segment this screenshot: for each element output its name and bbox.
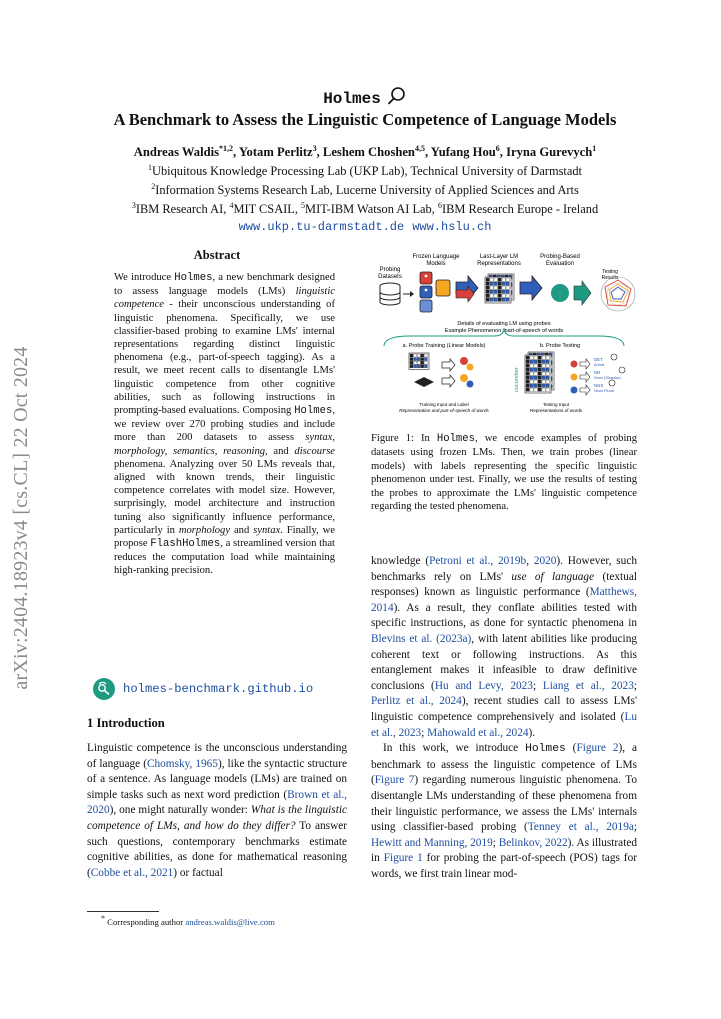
label-evaluation: Evaluation <box>545 261 575 267</box>
repo-url[interactable]: holmes-benchmark.github.io <box>123 682 314 696</box>
tag-nns: NNS <box>594 383 604 388</box>
paragraph: In this work, we introduce Holmes (Figure 2), a benchmark to assess the linguistic competence of LMs (Figure 7) regarding numerous linguistic phenomena. To disentangle LMs understanding of these phenomena from their linguistic performance, we assess the LMs' internals using classifier-based probing (Tenney et al., 2019a; Hewitt and Manning, 2019; Belinkov, 2022). As illustrated in Figure 1 for probing the part-of-speech (POS) tags for words, we first train linear mod- <box>371 742 637 880</box>
tag-det: DET <box>594 357 603 362</box>
affiliation-1: $^1$Ubiquitous Knowledge Processing Lab (UKP Lab), Technical University of Darmstadt <box>148 163 582 179</box>
intro-body: Linguistic competence is the unconscious understanding of language (Chomsky, 1965), like the syntactic structure of a sentence. As language models (LMs) are trained on simple tasks such as next word prediction (Brown et al., 2020), one might naturally wonder: What is the linguistic competence of LMs, and how do they differ? To answer such questions, contemporary benchmarks estimate cognitive abilities, as done for mathematical reasoning (Cobbe et al., 2021) or factual <box>87 742 347 879</box>
cucumber-label: cucumber <box>514 367 520 392</box>
details-subtitle: Example Phenomenon: part-of-speech of words <box>444 328 564 334</box>
label-last-layer: Last-Layer LM <box>479 254 519 260</box>
affiliation-urls <box>60 219 670 235</box>
training-input-caption: Representation and part-of-speech of words <box>399 408 489 413</box>
arrow-right-icon <box>580 359 590 369</box>
testing-input-caption: Representations of words <box>529 408 583 413</box>
label-frozen: Frozen Language <box>412 254 460 260</box>
tag-nn: NN <box>594 370 601 375</box>
figure-ref-link[interactable]: Figure 7 <box>374 774 415 787</box>
probe-training-heading: a. Probe Training (Linear Models) <box>402 343 486 349</box>
arxiv-identifier: arXiv:2404.18923v4 [cs.CL] 22 Oct 2024 <box>10 346 32 690</box>
abstract-heading: Abstract <box>193 248 241 262</box>
author: Andreas Waldis <box>133 145 219 160</box>
arrow-right-icon <box>442 375 455 387</box>
language-model-icons <box>420 272 450 312</box>
affiliation-2: $^2$Information Systems Research Lab, Lucerne University of Applied Sciences and Arts <box>151 182 579 198</box>
radar-chart-icon <box>601 277 635 311</box>
probe-testing-heading: b. Probe Testing <box>539 343 581 349</box>
author-list: Andreas Waldis$^{*1,2}$, Yotam Perlitz$^3$, Leshem Choshen$^{4,5}$, Yufang Hou$^6$, Iryna Gurevych$^1$ <box>133 144 597 160</box>
abstract-body: We introduce Holmes, a new benchmark designed to assess language models (LMs) linguistic competence - their unconscious understanding of linguistic phenomena. Specifically, we use classifier-based probing to examine LMs' internal representations regarding distinct linguistic phenomena (e.g., part-of-speech tagging). As a result, we meet recent calls to disentangle LMs' linguistic competence from other cognitive abilities, such as following instructions in prompting-based evaluations. Composing Holmes, we review over 270 probing studies and include more than 200 datasets to assess syntax, morphology, semantics, reasoning, and discourse phenomena. Analyzing over 50 LMs reveals that, aligned with known trends, their linguistic competence correlates with model size. However, surprisingly, model architecture and instruction tuning also significantly influence performance, particularly in morphology and syntax. Finally, we propose FlashHolmes, a streamlined version that reduces the computation load while maintaining high-ranking precision. <box>114 272 336 577</box>
figure-ref-link[interactable]: Figure 2 <box>576 742 619 755</box>
tag-nns-desc: Noun Plural <box>594 389 614 393</box>
citation-link[interactable]: Chomsky, 1965 <box>146 757 218 770</box>
holmes-logo-icon <box>551 284 569 302</box>
citation-link[interactable]: Liang et al., 2023 <box>542 679 634 692</box>
citation-link[interactable]: Tenney et al., 2019a <box>527 821 634 834</box>
email-link[interactable]: andreas.waldis@live.com <box>185 916 275 927</box>
abstract-section <box>87 248 347 578</box>
arrow-right-icon <box>574 281 591 305</box>
citation-link[interactable]: Perlitz et al., 2024 <box>371 695 462 708</box>
details-title: Details of evaluating LM using probes <box>457 321 551 327</box>
arrow-right-icon <box>442 359 455 371</box>
footnote: * Corresponding author andreas.waldis@live.com <box>101 914 275 927</box>
label-datasets: Datasets <box>378 274 402 280</box>
tag-det-desc: Article <box>594 363 605 367</box>
paragraph: knowledge (Petroni et al., 2019b, 2020). However, such benchmarks rely on LMs' use of language (textual responses) known as linguistic performance (Matthews, 2014). As a result, they conflate abilities tested with specific instructions, as done for syntactic phenomena in Blevins et al. (2023a), with latent abilities like producing coherent text or following instructions. As this entanglement makes it infeasible to draw definitive conclusions (Hu and Levy, 2023; Liang et al., 2023; Perlitz et al., 2024), recent studies call to assess LMs' linguistic competence comprehensively and isolated (Lu et al., 2023; Mahowald et al., 2024). <box>371 555 637 739</box>
author: Yotam Perlitz <box>238 145 313 160</box>
holmes-title: Holmes <box>323 90 381 108</box>
label-probing: Probing <box>379 267 401 273</box>
arrow-right-icon <box>580 385 590 395</box>
citation-link[interactable]: Cobbe et al., 2021 <box>90 866 174 879</box>
repo-link[interactable] <box>93 678 313 700</box>
label-testing: Testing <box>602 269 618 275</box>
url-link[interactable]: www.ukp.tu-darmstadt.de <box>238 219 405 234</box>
database-icon <box>380 283 400 305</box>
training-input-label: Training Input and Label <box>419 402 469 407</box>
citation-link[interactable]: Belinkov, 2022 <box>498 836 568 849</box>
arrowhead-icon <box>410 291 414 297</box>
tag-nn-desc: Noun (Singular) <box>594 376 621 380</box>
citation-link[interactable]: Mahowald et al., 2024 <box>427 726 529 739</box>
training-grid-icon <box>409 353 429 369</box>
citation-link[interactable]: Blevins et al. (2023a) <box>371 632 472 645</box>
probe-tag-icons <box>571 361 578 394</box>
author: Yufang Hou <box>430 145 496 160</box>
testing-grid-icon <box>525 352 554 393</box>
graduation-cap-icon <box>414 377 434 387</box>
arrow-right-icon <box>520 276 542 300</box>
label-models: Models <box>426 261 446 267</box>
citation-link[interactable]: Hewitt and Manning, 2019 <box>371 836 493 849</box>
citation-link[interactable]: Hu and Levy, 2023 <box>434 679 533 692</box>
right-column-body <box>371 554 637 882</box>
testing-input-label: Testing Input <box>542 402 570 407</box>
paper-title: A Benchmark to Assess the Linguistic Competence of Language Models <box>113 110 617 129</box>
citation-link[interactable]: Matthews, 2014 <box>371 586 637 614</box>
label-representations: Representations <box>477 261 521 267</box>
figure-1-diagram <box>370 246 638 418</box>
citation-link[interactable]: Brown et al., 2020 <box>87 788 347 817</box>
figure-1-caption: Figure 1: In Holmes, we encode examples of probing datasets using frozen LMs. Then, we train probes (linear models) with labels representing the specific linguistic phenomenon under test. Finally, we use the results of testing the probes to approximate the LMs' linguistic competence regarding the tested phenomena. <box>371 433 638 513</box>
label-probing-based: Probing-Based <box>540 254 580 260</box>
tag-icons <box>460 357 474 388</box>
representation-grid-icon <box>485 274 514 303</box>
result-check-icons <box>609 354 625 386</box>
title-block <box>60 86 670 235</box>
citation-link[interactable]: Lu et al., 2023 <box>371 710 637 739</box>
footnote-divider <box>87 911 159 912</box>
section-heading-introduction: 1 Introduction <box>87 716 165 730</box>
author: Iryna Gurevych <box>506 145 593 160</box>
author: Leshem Choshen <box>322 145 415 160</box>
citation-link[interactable]: Petroni et al., 2019b <box>429 555 527 567</box>
holmes-logo-icon <box>93 678 115 700</box>
url-link[interactable]: www.hslu.ch <box>412 219 492 234</box>
paper-title-name <box>60 86 670 108</box>
label-results: Results <box>601 275 619 281</box>
figure-ref-link[interactable]: Figure 1 <box>383 852 423 865</box>
affiliation-3: $^3$IBM Research AI, $^4$MIT CSAIL, $^5$MIT-IBM Watson AI Lab, $^6$IBM Research Europe - Ireland <box>131 201 599 217</box>
arrow-right-icon <box>580 372 590 382</box>
citation-link[interactable]: 2020 <box>533 555 557 567</box>
magnifier-icon <box>387 86 407 106</box>
